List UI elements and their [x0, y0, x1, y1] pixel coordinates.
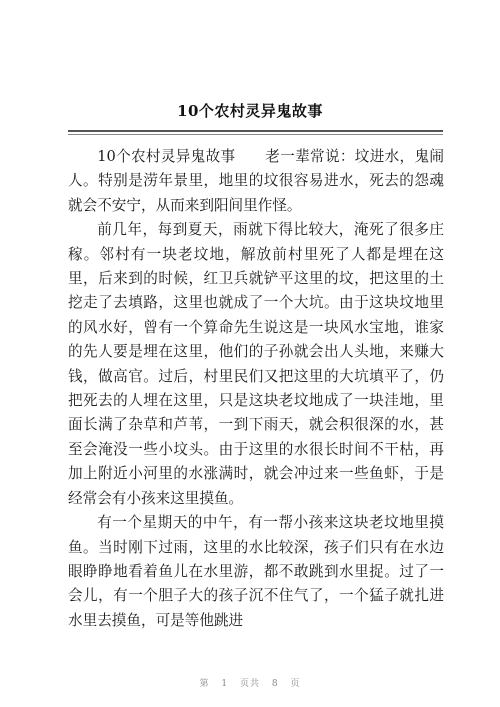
- title-divider: [68, 130, 443, 132]
- footer-page-middle: 页共: [239, 679, 260, 689]
- paragraph-2: 前几年，每到夏天，雨就下得比较大，淹死了很多庄稼。邻村有一块老坟地，解放前村里死了人都是埋在这里，后来到的时候，红卫兵就铲平这里的坟，把这里的土挖走了去填路，这里也就成了一个大坑。由于这块坟地里的风水好，曾有一个算命先生说这是一块风水宝地，谁家的先人要是埋在这里，他们的子孙就会出人头地，来赚大钱，做高官。过后，村里民们又把这里的大坑填平了，仍把死去的人埋在这里，只是这块老坟地成了一块洼地，里面长满了杂草和芦苇，一到下雨天，就会积很深的水，甚至会淹没一些小坟头。由于这里的水很长时间不干枯，再加上附近小河里的水涨满时，就会冲过来一些鱼虾，于是经常会有小孩来这里摸鱼。: [68, 221, 444, 507]
- footer-page-number: 1: [221, 679, 229, 689]
- footer-page-suffix: 页: [290, 679, 301, 689]
- document-title: 10个农村灵异鬼故事: [177, 102, 323, 120]
- footer-page-prefix: 第: [199, 679, 210, 689]
- page-footer: [0, 676, 500, 689]
- title-divider-thin: [68, 134, 443, 135]
- footer-total-pages: 8: [271, 679, 279, 689]
- paragraph-1: 10个农村灵异鬼故事 老一辈常说：坟进水，鬼闹人。特别是涝年景里，地里的坟很容易进水，死去的怨魂就会不安宁，从而来到阳间里作怪。: [68, 148, 444, 214]
- paragraph-3: 有一个星期天的中午，有一帮小孩来这块老坟地里摸鱼。当时刚下过雨，这里的水比较深，孩子们只有在水边眼睁睁地看着鱼儿在水里游，都不敢跳到水里捉。过了一会儿，有一个胆子大的孩子沉不住气了，一个猛子就扎进水里去摸鱼，可是等他跳进: [68, 514, 444, 629]
- document-body: [68, 145, 444, 633]
